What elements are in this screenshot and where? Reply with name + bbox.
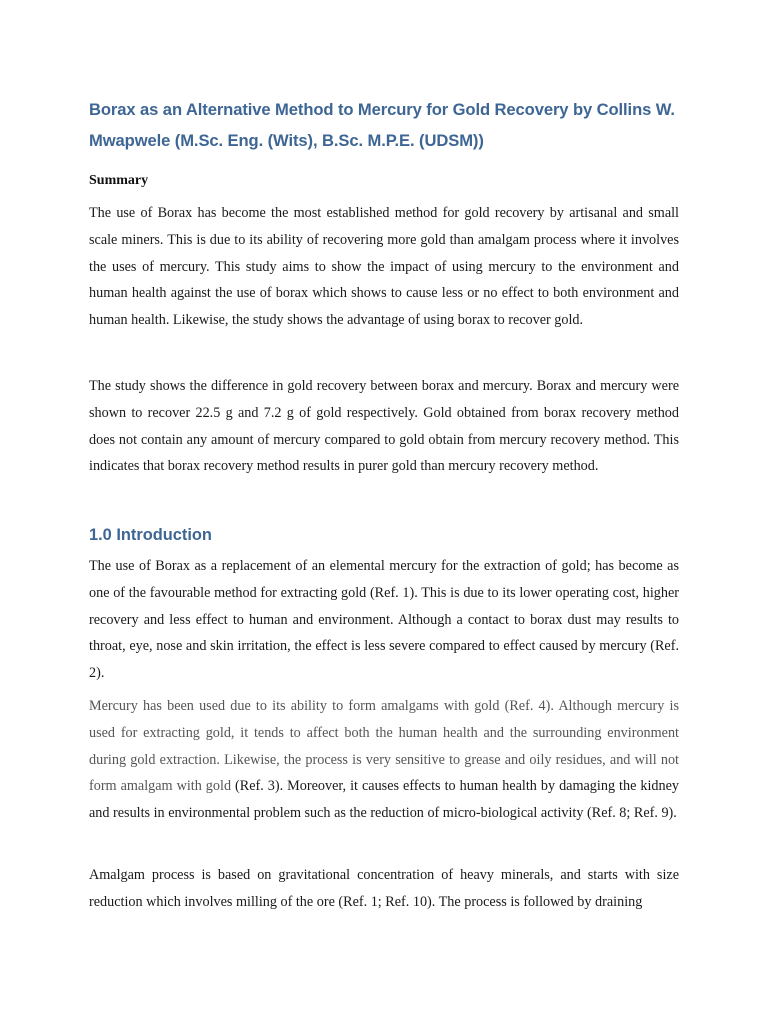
introduction-paragraph-2-gray-text: Mercury has been used due to its ability to form amalgams with gold (Ref. 4). Although mercury is used for extracting gold, it tends to affect both the human health and the surrounding environment during gold extraction. Likewise, the process is very sensitive to grease and oily residues, and will not form amalgam with gold bbox=[89, 698, 679, 795]
introduction-paragraph-2 bbox=[89, 693, 679, 827]
introduction-heading: 1.0 Introduction bbox=[89, 526, 212, 544]
document-title: Borax as an Alternative Method to Mercury for Gold Recovery by Collins W. Mwapwele (M.Sc. Eng. (Wits), B.Sc. M.P.E. (UDSM)) bbox=[89, 100, 675, 150]
summary-paragraph-2: The study shows the difference in gold recovery between borax and mercury. Borax and mercury were shown to recover 22.5 g and 7.2 g of gold respectively. Gold obtained from borax recovery method does not contain any amount of mercury compared to gold obtain from mercury recovery method. This indicates that borax recovery method results in purer gold than mercury recovery method. bbox=[89, 378, 679, 475]
introduction-paragraph-3: Amalgam process is based on gravitational concentration of heavy minerals, and starts with size reduction which involves milling of the ore (Ref. 1; Ref. 10). The process is followed by draining bbox=[89, 867, 679, 910]
introduction-paragraph-1: The use of Borax as a replacement of an elemental mercury for the extraction of gold; has become as one of the favourable method for extracting gold (Ref. 1). This is due to its lower operating cost, higher recovery and less effect to human and environment. Although a contact to borax dust may results to throat, eye, nose and skin irritation, the effect is less severe compared to effect caused by mercury (Ref. 2). bbox=[89, 558, 679, 682]
summary-paragraph-1: The use of Borax has become the most established method for gold recovery by artisanal and small scale miners. This is due to its ability of recovering more gold than amalgam process where it involves the uses of mercury. This study aims to show the impact of using mercury to the environment and human health against the use of borax which shows to cause less or no effect to both environment and human health. Likewise, the study shows the advantage of using borax to recover gold. bbox=[89, 205, 679, 329]
summary-heading: Summary bbox=[89, 173, 149, 188]
introduction-paragraph-2-dark-text: (Ref. 3). Moreover, it causes effects to human health by damaging the kidney and results in environmental problem such as the reduction of micro-biological activity (Ref. 8; Ref. 9). bbox=[89, 778, 679, 822]
